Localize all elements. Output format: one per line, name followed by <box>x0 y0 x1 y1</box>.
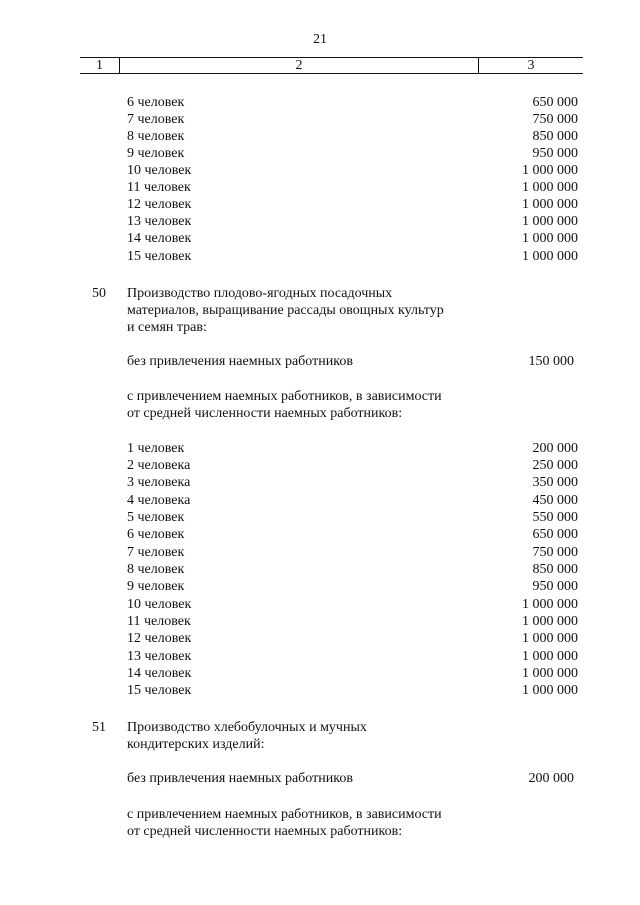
employee-count-label: 5 человек <box>127 510 185 525</box>
employee-count-label: 6 человек <box>127 95 185 110</box>
employee-count-label: 12 человек <box>127 197 192 212</box>
employee-count-label: 14 человек <box>127 231 192 246</box>
item-title: кондитерских изделий: <box>127 737 265 752</box>
table-header <box>80 57 583 74</box>
no-hired-value: 200 000 <box>528 771 574 786</box>
amount-value: 450 000 <box>532 493 578 508</box>
employee-count-label: 10 человек <box>127 163 192 178</box>
with-hired-text: от средней численности наемных работников: <box>127 406 403 421</box>
column-1-header: 1 <box>96 58 103 73</box>
item-title: материалов, выращивание рассады овощных культур <box>127 303 444 318</box>
item-number: 51 <box>92 720 106 735</box>
employee-count-label: 4 человека <box>127 493 191 508</box>
amount-value: 1 000 000 <box>522 197 578 212</box>
with-hired-text: с привлечением наемных работников, в зависимости <box>127 389 442 404</box>
amount-value: 850 000 <box>532 562 578 577</box>
amount-value: 1 000 000 <box>522 614 578 629</box>
employee-count-label: 8 человек <box>127 562 185 577</box>
employee-count-label: 3 человека <box>127 475 191 490</box>
amount-value: 1 000 000 <box>522 666 578 681</box>
item-number: 50 <box>92 286 106 301</box>
amount-value: 200 000 <box>532 441 578 456</box>
amount-value: 950 000 <box>532 146 578 161</box>
employee-count-label: 13 человек <box>127 214 192 229</box>
amount-value: 1 000 000 <box>522 180 578 195</box>
column-3-header: 3 <box>527 58 535 73</box>
amount-value: 650 000 <box>532 95 578 110</box>
employee-count-label: 8 человек <box>127 129 185 144</box>
amount-value: 550 000 <box>532 510 578 525</box>
amount-value: 850 000 <box>532 129 578 144</box>
amount-value: 250 000 <box>532 458 578 473</box>
employee-count-label: 6 человек <box>127 527 185 542</box>
amount-value: 750 000 <box>532 112 578 127</box>
employee-count-label: 11 человек <box>127 180 191 195</box>
amount-value: 1 000 000 <box>522 631 578 646</box>
amount-value: 1 000 000 <box>522 597 578 612</box>
employee-count-label: 7 человек <box>127 545 185 560</box>
employee-count-label: 10 человек <box>127 597 192 612</box>
with-hired-text: от средней численности наемных работников: <box>127 824 403 839</box>
no-hired-value: 150 000 <box>528 354 574 369</box>
amount-value: 750 000 <box>532 545 578 560</box>
employee-count-label: 7 человек <box>127 112 185 127</box>
employee-count-label: 14 человек <box>127 666 192 681</box>
employee-count-label: 2 человека <box>127 458 191 473</box>
employee-count-label: 9 человек <box>127 579 185 594</box>
amount-value: 1 000 000 <box>522 163 578 178</box>
employee-count-label: 9 человек <box>127 146 185 161</box>
employee-count-label: 11 человек <box>127 614 191 629</box>
amount-value: 350 000 <box>532 475 578 490</box>
amount-value: 650 000 <box>532 527 578 542</box>
item-title: и семян трав: <box>127 320 207 335</box>
employee-count-label: 12 человек <box>127 631 192 646</box>
amount-value: 1 000 000 <box>522 249 578 264</box>
page-number: 21 <box>313 32 327 47</box>
amount-value: 1 000 000 <box>522 649 578 664</box>
amount-value: 1 000 000 <box>522 231 578 246</box>
with-hired-text: с привлечением наемных работников, в зависимости <box>127 807 442 822</box>
employee-count-label: 13 человек <box>127 649 192 664</box>
amount-value: 950 000 <box>532 579 578 594</box>
employee-count-label: 1 человек <box>127 441 185 456</box>
no-hired-label: без привлечения наемных работников <box>127 354 353 369</box>
amount-value: 1 000 000 <box>522 683 578 698</box>
employee-count-label: 15 человек <box>127 249 192 264</box>
no-hired-label: без привлечения наемных работников <box>127 771 353 786</box>
item-title: Производство хлебобулочных и мучных <box>127 720 367 735</box>
amount-value: 1 000 000 <box>522 214 578 229</box>
column-2-header: 2 <box>295 58 303 73</box>
item-title: Производство плодово-ягодных посадочных <box>127 286 393 301</box>
employee-count-label: 15 человек <box>127 683 192 698</box>
